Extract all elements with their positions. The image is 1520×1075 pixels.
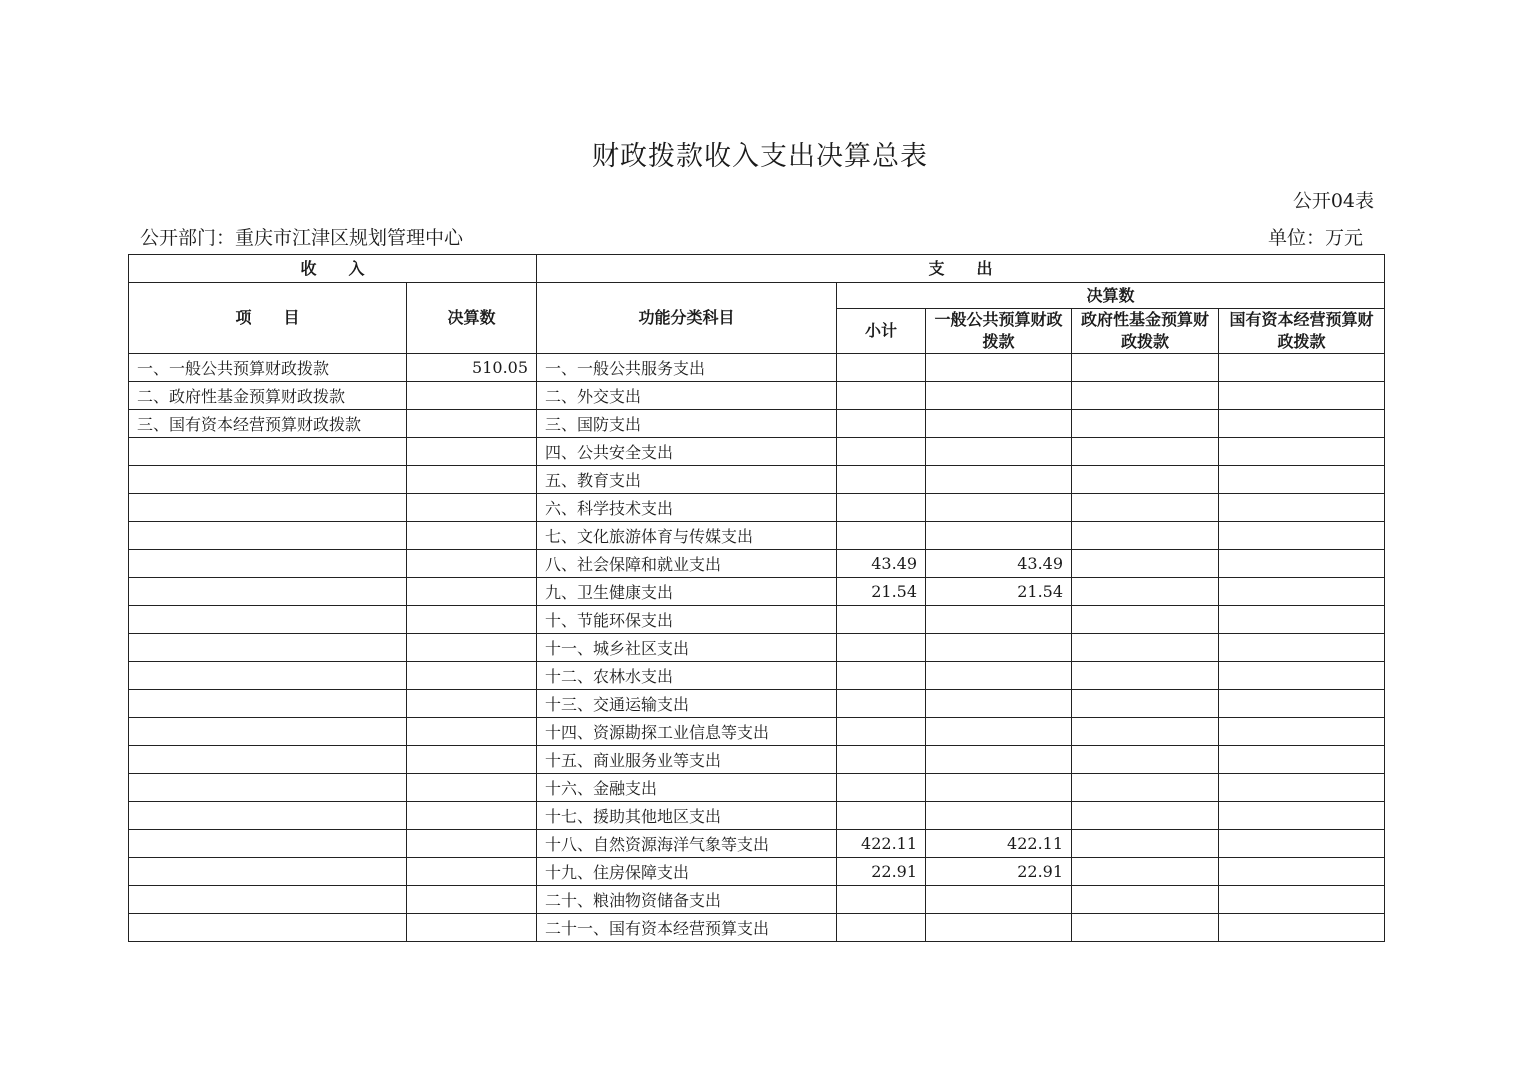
income-amount-cell: 510.05 xyxy=(407,354,537,382)
general-budget-cell xyxy=(926,438,1072,466)
expense-header: 支 出 xyxy=(537,255,1385,283)
expense-item-cell: 五、教育支出 xyxy=(537,466,837,494)
state-capital-cell xyxy=(1219,662,1385,690)
income-amount-cell xyxy=(407,914,537,942)
subtotal-cell xyxy=(837,466,926,494)
income-amount-cell xyxy=(407,634,537,662)
table-row xyxy=(129,662,1385,690)
table-row xyxy=(129,886,1385,914)
state-capital-cell xyxy=(1219,914,1385,942)
gov-fund-cell xyxy=(1072,690,1219,718)
general-budget-cell xyxy=(926,746,1072,774)
gov-fund-cell xyxy=(1072,746,1219,774)
income-item-cell xyxy=(129,690,407,718)
subtotal-cell xyxy=(837,354,926,382)
state-capital-cell xyxy=(1219,466,1385,494)
income-amount-cell xyxy=(407,830,537,858)
subtotal-cell xyxy=(837,494,926,522)
income-item-cell xyxy=(129,914,407,942)
income-amount-cell xyxy=(407,494,537,522)
report-body xyxy=(129,354,1385,942)
gov-fund-cell xyxy=(1072,774,1219,802)
income-amount-cell xyxy=(407,606,537,634)
table-row xyxy=(129,746,1385,774)
state-capital-cell xyxy=(1219,550,1385,578)
general-budget-cell xyxy=(926,914,1072,942)
state-capital-header: 国有资本经营预算财政拨款 xyxy=(1219,309,1385,354)
subtotal-cell xyxy=(837,914,926,942)
subtotal-cell xyxy=(837,522,926,550)
income-item-cell: 三、国有资本经营预算财政拨款 xyxy=(129,410,407,438)
gov-fund-cell xyxy=(1072,410,1219,438)
income-item-cell xyxy=(129,830,407,858)
gov-fund-cell xyxy=(1072,382,1219,410)
income-item-cell xyxy=(129,466,407,494)
state-capital-cell xyxy=(1219,634,1385,662)
gov-fund-cell xyxy=(1072,858,1219,886)
table-row xyxy=(129,606,1385,634)
subtotal-cell xyxy=(837,718,926,746)
income-amount-cell xyxy=(407,746,537,774)
subtotal-header: 小计 xyxy=(837,309,926,354)
expense-item-cell: 二十一、国有资本经营预算支出 xyxy=(537,914,837,942)
table-row xyxy=(129,914,1385,942)
state-capital-cell xyxy=(1219,886,1385,914)
general-budget-cell xyxy=(926,466,1072,494)
gov-fund-cell xyxy=(1072,438,1219,466)
table-code: 公开04表 xyxy=(1292,190,1374,212)
state-capital-cell xyxy=(1219,354,1385,382)
income-amount-cell xyxy=(407,718,537,746)
gov-fund-cell xyxy=(1072,914,1219,942)
subtotal-cell: 422.11 xyxy=(837,830,926,858)
state-capital-cell xyxy=(1219,438,1385,466)
final-amount-header: 决算数 xyxy=(407,283,537,354)
table-row xyxy=(129,634,1385,662)
general-budget-cell xyxy=(926,606,1072,634)
general-budget-cell: 43.49 xyxy=(926,550,1072,578)
income-amount-cell xyxy=(407,858,537,886)
expense-item-cell: 十九、住房保障支出 xyxy=(537,858,837,886)
state-capital-cell xyxy=(1219,690,1385,718)
income-item-cell xyxy=(129,438,407,466)
table-row xyxy=(129,550,1385,578)
income-item-cell xyxy=(129,634,407,662)
general-budget-cell: 22.91 xyxy=(926,858,1072,886)
general-budget-cell: 21.54 xyxy=(926,578,1072,606)
state-capital-cell xyxy=(1219,606,1385,634)
expense-item-cell: 六、科学技术支出 xyxy=(537,494,837,522)
income-item-cell xyxy=(129,606,407,634)
gov-fund-cell xyxy=(1072,522,1219,550)
table-row xyxy=(129,802,1385,830)
state-capital-cell xyxy=(1219,382,1385,410)
unit-label: 单位：万元 xyxy=(1267,227,1363,249)
expense-item-cell: 十一、城乡社区支出 xyxy=(537,634,837,662)
income-item-cell xyxy=(129,550,407,578)
state-capital-cell xyxy=(1219,410,1385,438)
income-amount-cell xyxy=(407,774,537,802)
income-header: 收 入 xyxy=(129,255,537,283)
general-budget-cell xyxy=(926,662,1072,690)
state-capital-cell xyxy=(1219,578,1385,606)
expense-item-cell: 十七、援助其他地区支出 xyxy=(537,802,837,830)
income-item-cell xyxy=(129,858,407,886)
state-capital-cell xyxy=(1219,774,1385,802)
general-budget-cell xyxy=(926,634,1072,662)
table-row xyxy=(129,774,1385,802)
expense-item-cell: 十六、金融支出 xyxy=(537,774,837,802)
general-budget-cell xyxy=(926,690,1072,718)
gov-fund-cell xyxy=(1072,634,1219,662)
general-budget-cell xyxy=(926,886,1072,914)
general-budget-cell xyxy=(926,718,1072,746)
income-item-cell xyxy=(129,578,407,606)
final-amount-group-header: 决算数 xyxy=(837,283,1385,309)
table-row xyxy=(129,438,1385,466)
subtotal-cell xyxy=(837,606,926,634)
general-budget-cell xyxy=(926,382,1072,410)
income-amount-cell xyxy=(407,662,537,690)
state-capital-cell xyxy=(1219,746,1385,774)
income-amount-cell xyxy=(407,690,537,718)
expense-item-cell: 一、一般公共服务支出 xyxy=(537,354,837,382)
subtotal-cell xyxy=(837,410,926,438)
income-item-cell xyxy=(129,662,407,690)
general-budget-cell xyxy=(926,494,1072,522)
income-item-cell xyxy=(129,802,407,830)
gov-fund-cell xyxy=(1072,886,1219,914)
state-capital-cell xyxy=(1219,858,1385,886)
gov-fund-cell xyxy=(1072,802,1219,830)
income-item-cell xyxy=(129,522,407,550)
expense-item-cell: 二十、粮油物资储备支出 xyxy=(537,886,837,914)
expense-item-cell: 十八、自然资源海洋气象等支出 xyxy=(537,830,837,858)
general-budget-cell xyxy=(926,522,1072,550)
income-amount-cell xyxy=(407,382,537,410)
table-row xyxy=(129,830,1385,858)
expense-item-cell: 十二、农林水支出 xyxy=(537,662,837,690)
income-item-cell xyxy=(129,494,407,522)
general-budget-cell xyxy=(926,410,1072,438)
income-amount-cell xyxy=(407,410,537,438)
expense-item-cell: 十三、交通运输支出 xyxy=(537,690,837,718)
income-item-cell xyxy=(129,886,407,914)
expense-item-cell: 四、公共安全支出 xyxy=(537,438,837,466)
state-capital-cell xyxy=(1219,522,1385,550)
table-row xyxy=(129,690,1385,718)
subtotal-cell xyxy=(837,438,926,466)
table-row xyxy=(129,718,1385,746)
table-row xyxy=(129,466,1385,494)
gov-fund-cell xyxy=(1072,606,1219,634)
general-budget-cell xyxy=(926,354,1072,382)
income-item-cell xyxy=(129,718,407,746)
table-row xyxy=(129,354,1385,382)
state-capital-cell xyxy=(1219,494,1385,522)
gov-fund-cell xyxy=(1072,578,1219,606)
gov-fund-cell xyxy=(1072,494,1219,522)
expense-item-cell: 二、外交支出 xyxy=(537,382,837,410)
income-amount-cell xyxy=(407,466,537,494)
income-amount-cell xyxy=(407,438,537,466)
subtotal-cell xyxy=(837,662,926,690)
general-budget-cell: 422.11 xyxy=(926,830,1072,858)
general-budget-cell xyxy=(926,802,1072,830)
subtotal-cell xyxy=(837,774,926,802)
expense-item-cell: 八、社会保障和就业支出 xyxy=(537,550,837,578)
table-row xyxy=(129,494,1385,522)
expense-item-cell: 七、文化旅游体育与传媒支出 xyxy=(537,522,837,550)
general-budget-header: 一般公共预算财政拨款 xyxy=(926,309,1072,354)
income-amount-cell xyxy=(407,522,537,550)
income-amount-cell xyxy=(407,886,537,914)
page-title: 财政拨款收入支出决算总表 xyxy=(592,141,928,172)
table-row xyxy=(129,578,1385,606)
subtotal-cell xyxy=(837,634,926,662)
gov-fund-cell xyxy=(1072,354,1219,382)
gov-fund-cell xyxy=(1072,718,1219,746)
income-amount-cell xyxy=(407,802,537,830)
state-capital-cell xyxy=(1219,830,1385,858)
expense-item-cell: 十、节能环保支出 xyxy=(537,606,837,634)
subtotal-cell: 22.91 xyxy=(837,858,926,886)
subtotal-cell: 21.54 xyxy=(837,578,926,606)
fiscal-report-table xyxy=(128,254,1385,942)
state-capital-cell xyxy=(1219,802,1385,830)
table-row xyxy=(129,522,1385,550)
subtotal-cell xyxy=(837,802,926,830)
item-header: 项 目 xyxy=(129,283,407,354)
income-amount-cell xyxy=(407,550,537,578)
expense-item-cell: 十四、资源勘探工业信息等支出 xyxy=(537,718,837,746)
gov-fund-cell xyxy=(1072,662,1219,690)
general-budget-cell xyxy=(926,774,1072,802)
income-item-cell xyxy=(129,774,407,802)
income-item-cell: 二、政府性基金预算财政拨款 xyxy=(129,382,407,410)
state-capital-cell xyxy=(1219,718,1385,746)
table-row xyxy=(129,410,1385,438)
subtotal-cell xyxy=(837,382,926,410)
expense-item-cell: 三、国防支出 xyxy=(537,410,837,438)
income-amount-cell xyxy=(407,578,537,606)
income-item-cell: 一、一般公共预算财政拨款 xyxy=(129,354,407,382)
function-category-header: 功能分类科目 xyxy=(537,283,837,354)
subtotal-cell xyxy=(837,886,926,914)
subtotal-cell xyxy=(837,690,926,718)
gov-fund-header: 政府性基金预算财政拨款 xyxy=(1072,309,1219,354)
table-row xyxy=(129,382,1385,410)
income-item-cell xyxy=(129,746,407,774)
subtotal-cell xyxy=(837,746,926,774)
department-label: 公开部门：重庆市江津区规划管理中心 xyxy=(140,227,464,249)
expense-item-cell: 十五、商业服务业等支出 xyxy=(537,746,837,774)
gov-fund-cell xyxy=(1072,466,1219,494)
table-row xyxy=(129,858,1385,886)
gov-fund-cell xyxy=(1072,830,1219,858)
gov-fund-cell xyxy=(1072,550,1219,578)
expense-item-cell: 九、卫生健康支出 xyxy=(537,578,837,606)
subtotal-cell: 43.49 xyxy=(837,550,926,578)
